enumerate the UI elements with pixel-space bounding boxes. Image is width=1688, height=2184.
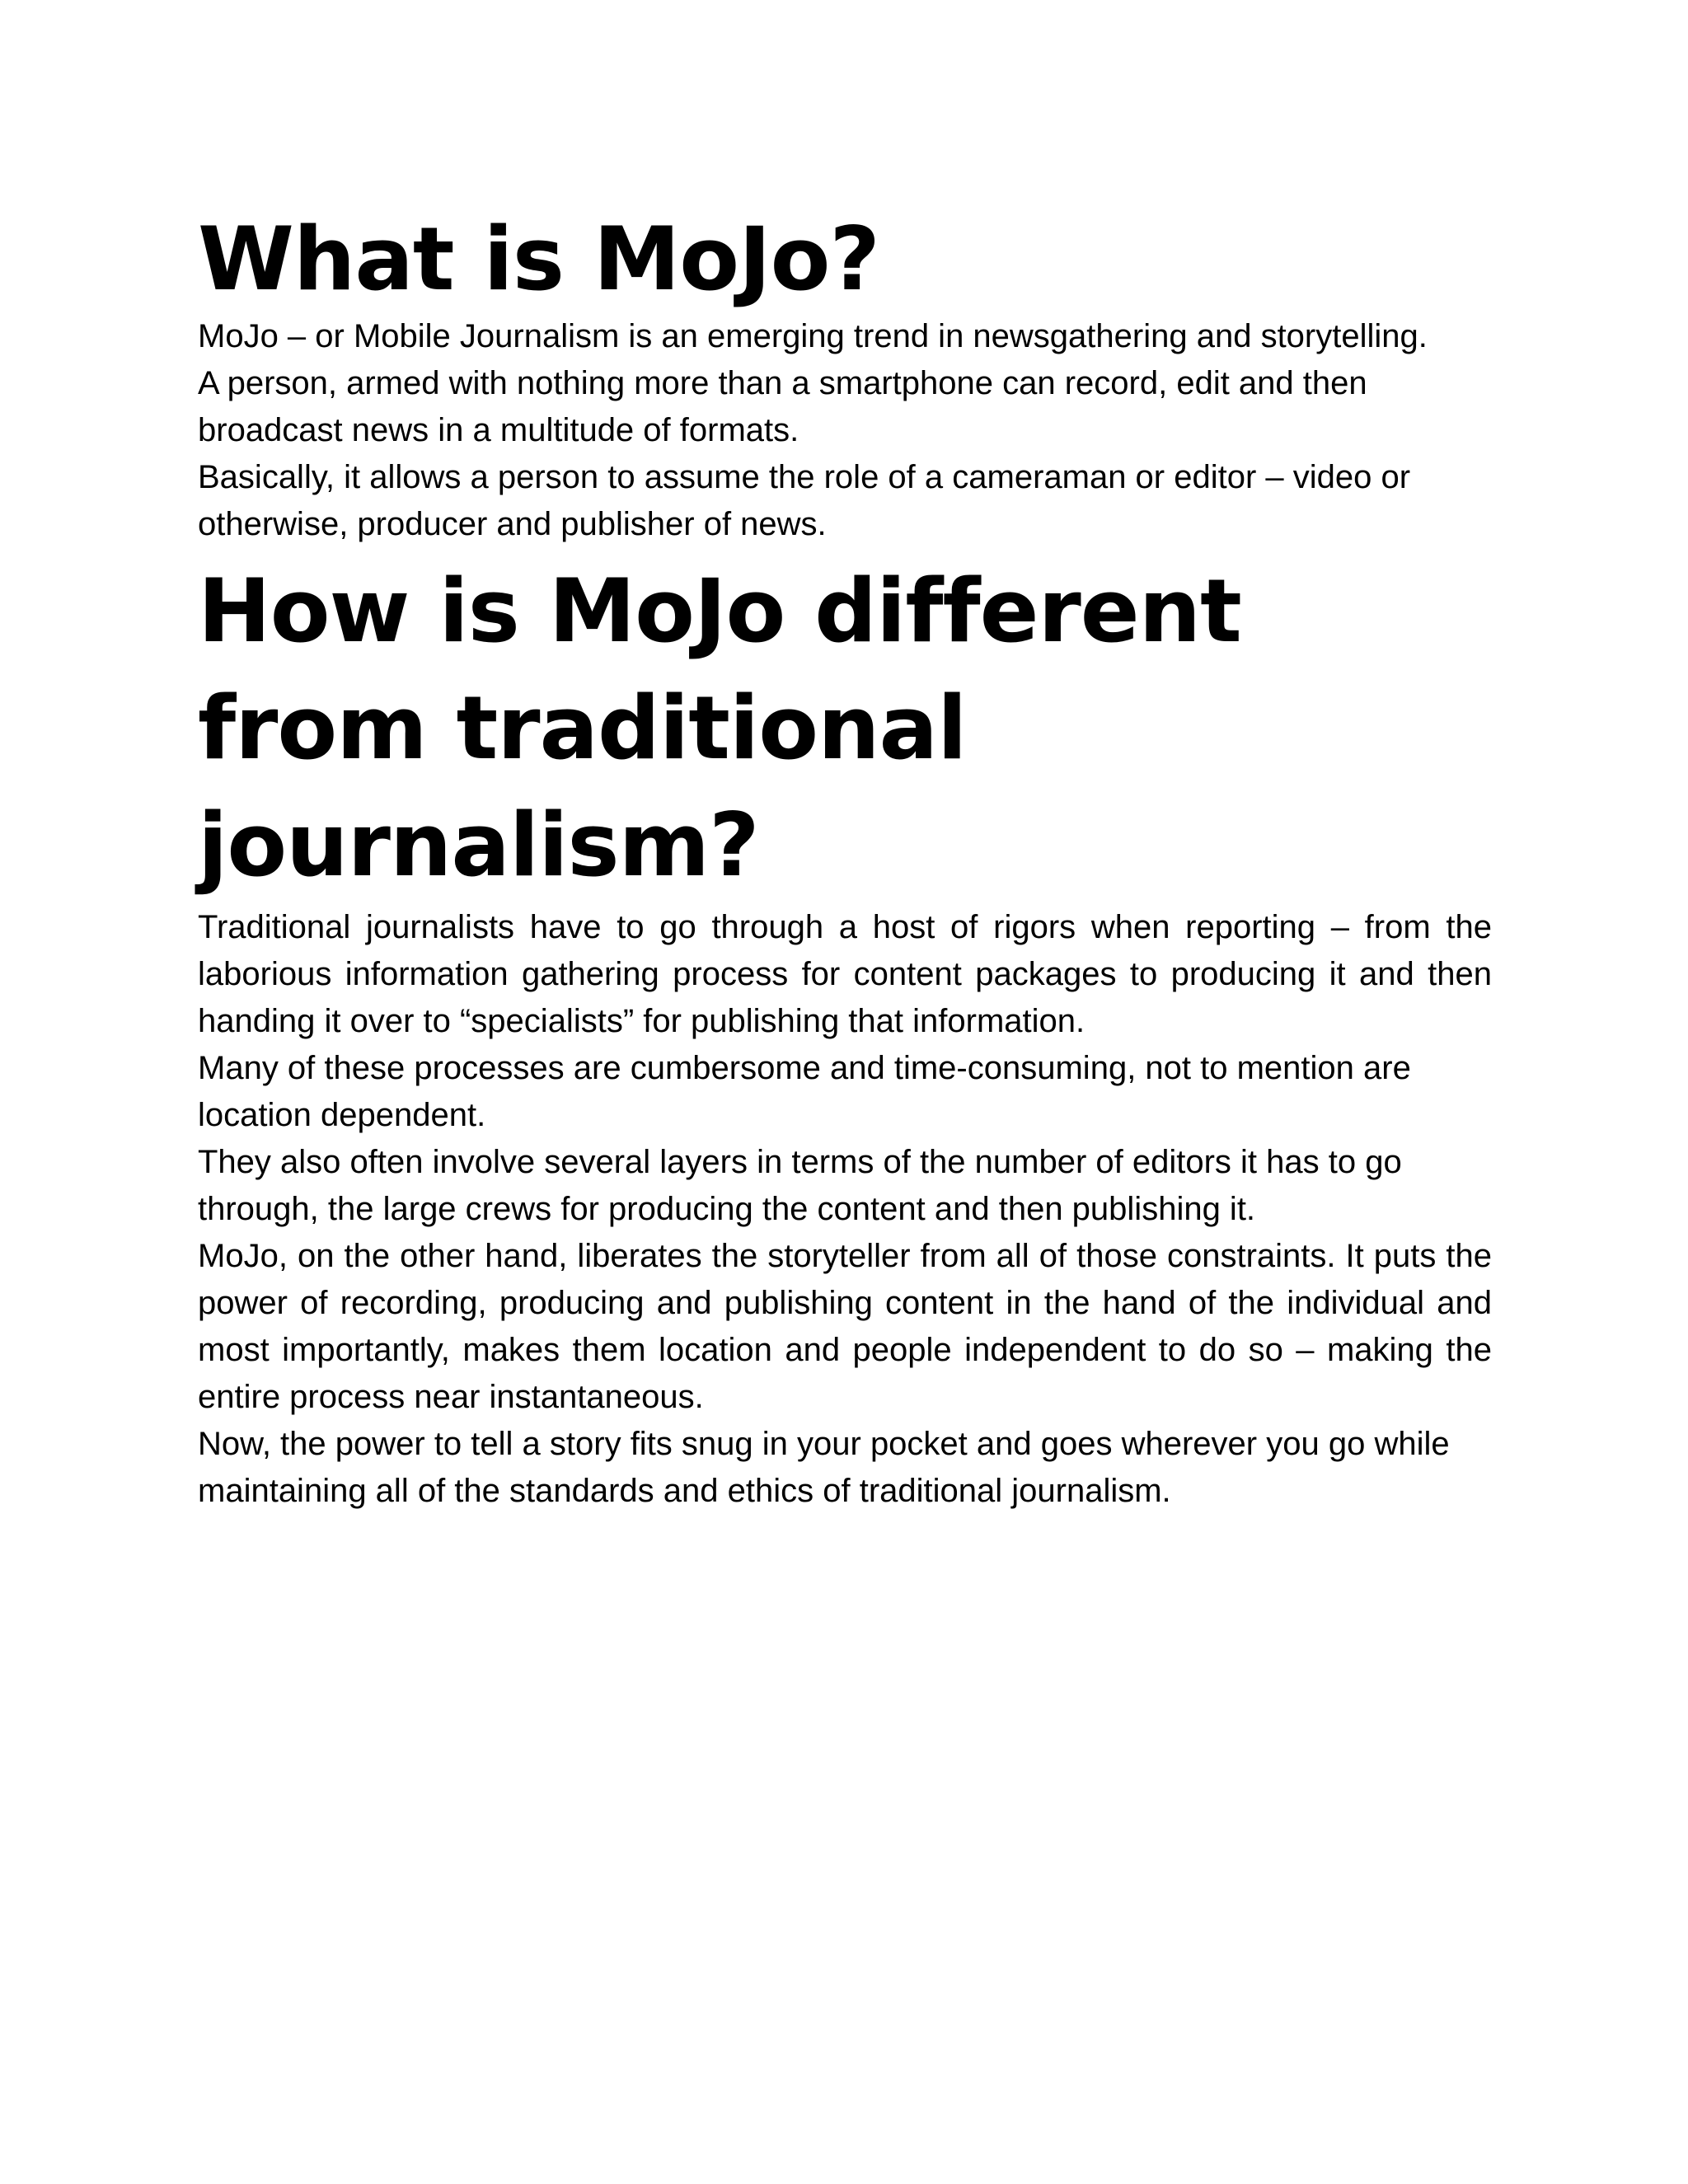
document-page <box>198 206 1492 1515</box>
section-1-heading: What is MoJo? <box>198 209 879 310</box>
section-2-paragraph: Many of these processes are cumbersome and time-consuming, not to mention are location dependent. <box>198 1050 1411 1133</box>
section-2-heading: How is MoJo different from traditional journalism? <box>198 560 1241 896</box>
section-2-paragraph: Now, the power to tell a story fits snug in your pocket and goes wherever you go while maintaining all of the standards and ethics of traditional journalism. <box>198 1426 1450 1509</box>
section-2-paragraph: They also often involve several layers in terms of the number of editors it has to go through, the large crews for producing the content and then publishing it. <box>198 1144 1402 1227</box>
section-1-paragraph: Basically, it allows a person to assume the role of a cameraman or editor – video or otherwise, producer and publisher of news. <box>198 459 1411 542</box>
section-1-paragraph: MoJo – or Mobile Journalism is an emerging trend in newsgathering and storytelling. <box>198 318 1428 354</box>
section-mojo-vs-traditional <box>198 553 1492 1515</box>
section-1-paragraph: A person, armed with nothing more than a smartphone can record, edit and then broadcast news in a multitude of formats. <box>198 365 1367 448</box>
section-2-paragraph: Traditional journalists have to go through a host of rigors when reporting – from the laborious information gathering process for content packages to producing it and then handing it over to “specialists” for publishing that information. <box>198 909 1492 1039</box>
section-what-is-mojo <box>198 206 1492 548</box>
section-2-paragraph: MoJo, on the other hand, liberates the storyteller from all of those constraints. It puts the power of recording, producing and publishing content in the hand of the individual and most importantly, makes them location and people independent to do so – making the entire process near instantaneous. <box>198 1238 1492 1415</box>
